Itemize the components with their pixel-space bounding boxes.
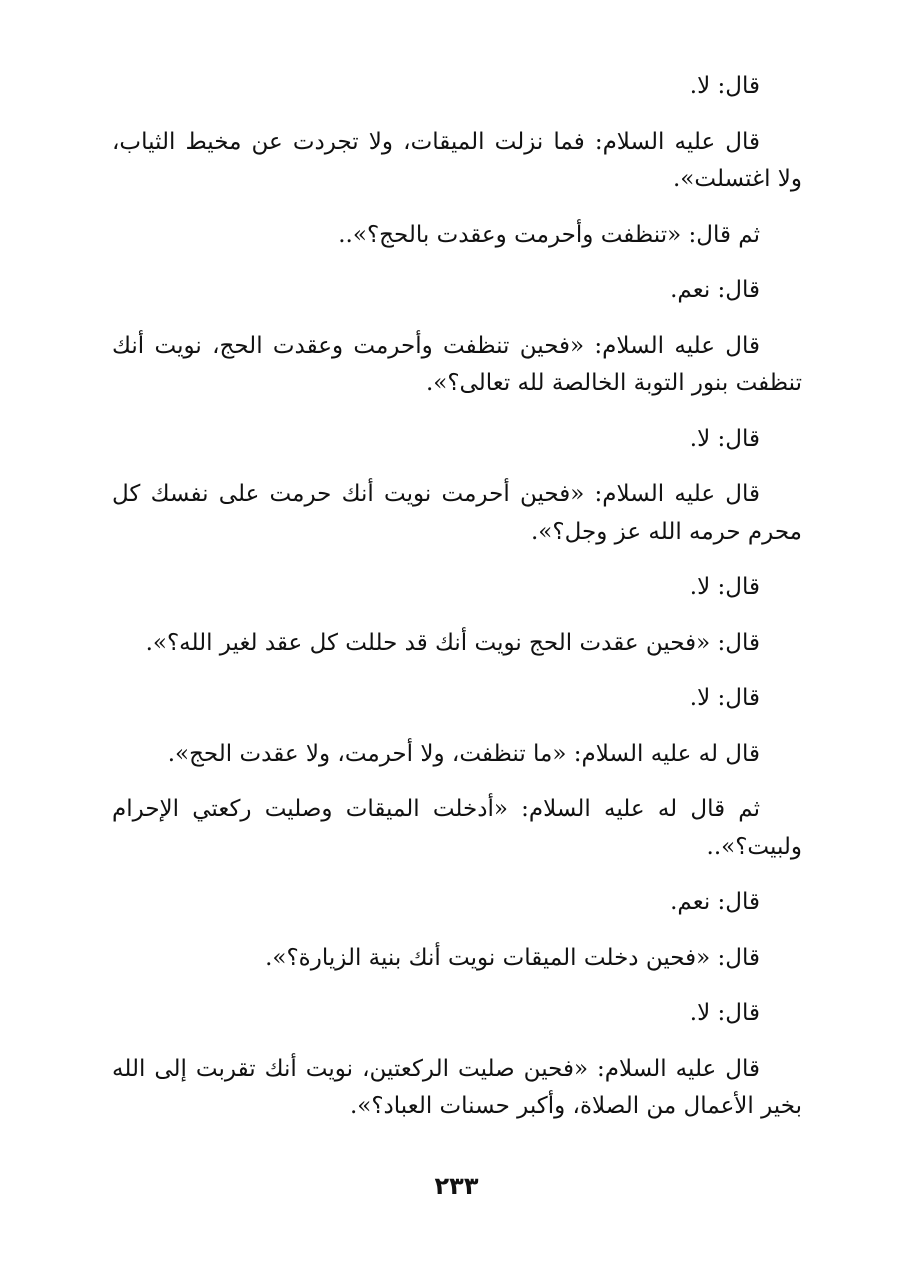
paragraph: ثم قال له عليه السلام: «أدخلت الميقات وصليت ركعتي الإحرام ولبيت؟».. (112, 796, 802, 860)
page-body (112, 68, 802, 1144)
paragraph: قال: لا. (689, 73, 760, 99)
paragraph: قال عليه السلام: «فحين تنظفت وأحرمت وعقدت الحج، نويت أنك تنظفت بنور التوبة الخالصة لله تعالى؟». (112, 332, 802, 396)
paragraph: قال: نعم. (670, 277, 760, 303)
paragraph: قال له عليه السلام: «ما تنظفت، ولا أحرمت، ولا عقدت الحج». (167, 740, 760, 767)
paragraph: ثم قال: «تنظفت وأحرمت وعقدت بالحج؟».. (338, 221, 760, 248)
paragraph: قال عليه السلام: «فحين صليت الركعتين، نويت أنك تقربت إلى الله بخير الأعمال من الصلاة، وأكبر حسنات العباد؟». (112, 1055, 802, 1119)
paragraph: قال: لا. (689, 1000, 760, 1026)
paragraph: قال: نعم. (670, 889, 760, 915)
paragraph: قال عليه السلام: «فحين أحرمت نويت أنك حرمت على نفسك كل محرم حرمه الله عز وجل؟». (112, 481, 802, 545)
page-number: ٢٣٣ (434, 1172, 479, 1200)
paragraph: قال عليه السلام: فما نزلت الميقات، ولا تجردت عن مخيط الثياب، ولا اغتسلت». (112, 128, 802, 192)
paragraph: قال: لا. (689, 574, 760, 600)
paragraph: قال: لا. (689, 425, 760, 452)
paragraph: قال: لا. (689, 685, 760, 711)
paragraph: قال: «فحين عقدت الحج نويت أنك قد حللت كل عقد لغير الله؟». (145, 629, 760, 656)
paragraph: قال: «فحين دخلت الميقات نويت أنك بنية الزيارة؟». (265, 944, 760, 971)
